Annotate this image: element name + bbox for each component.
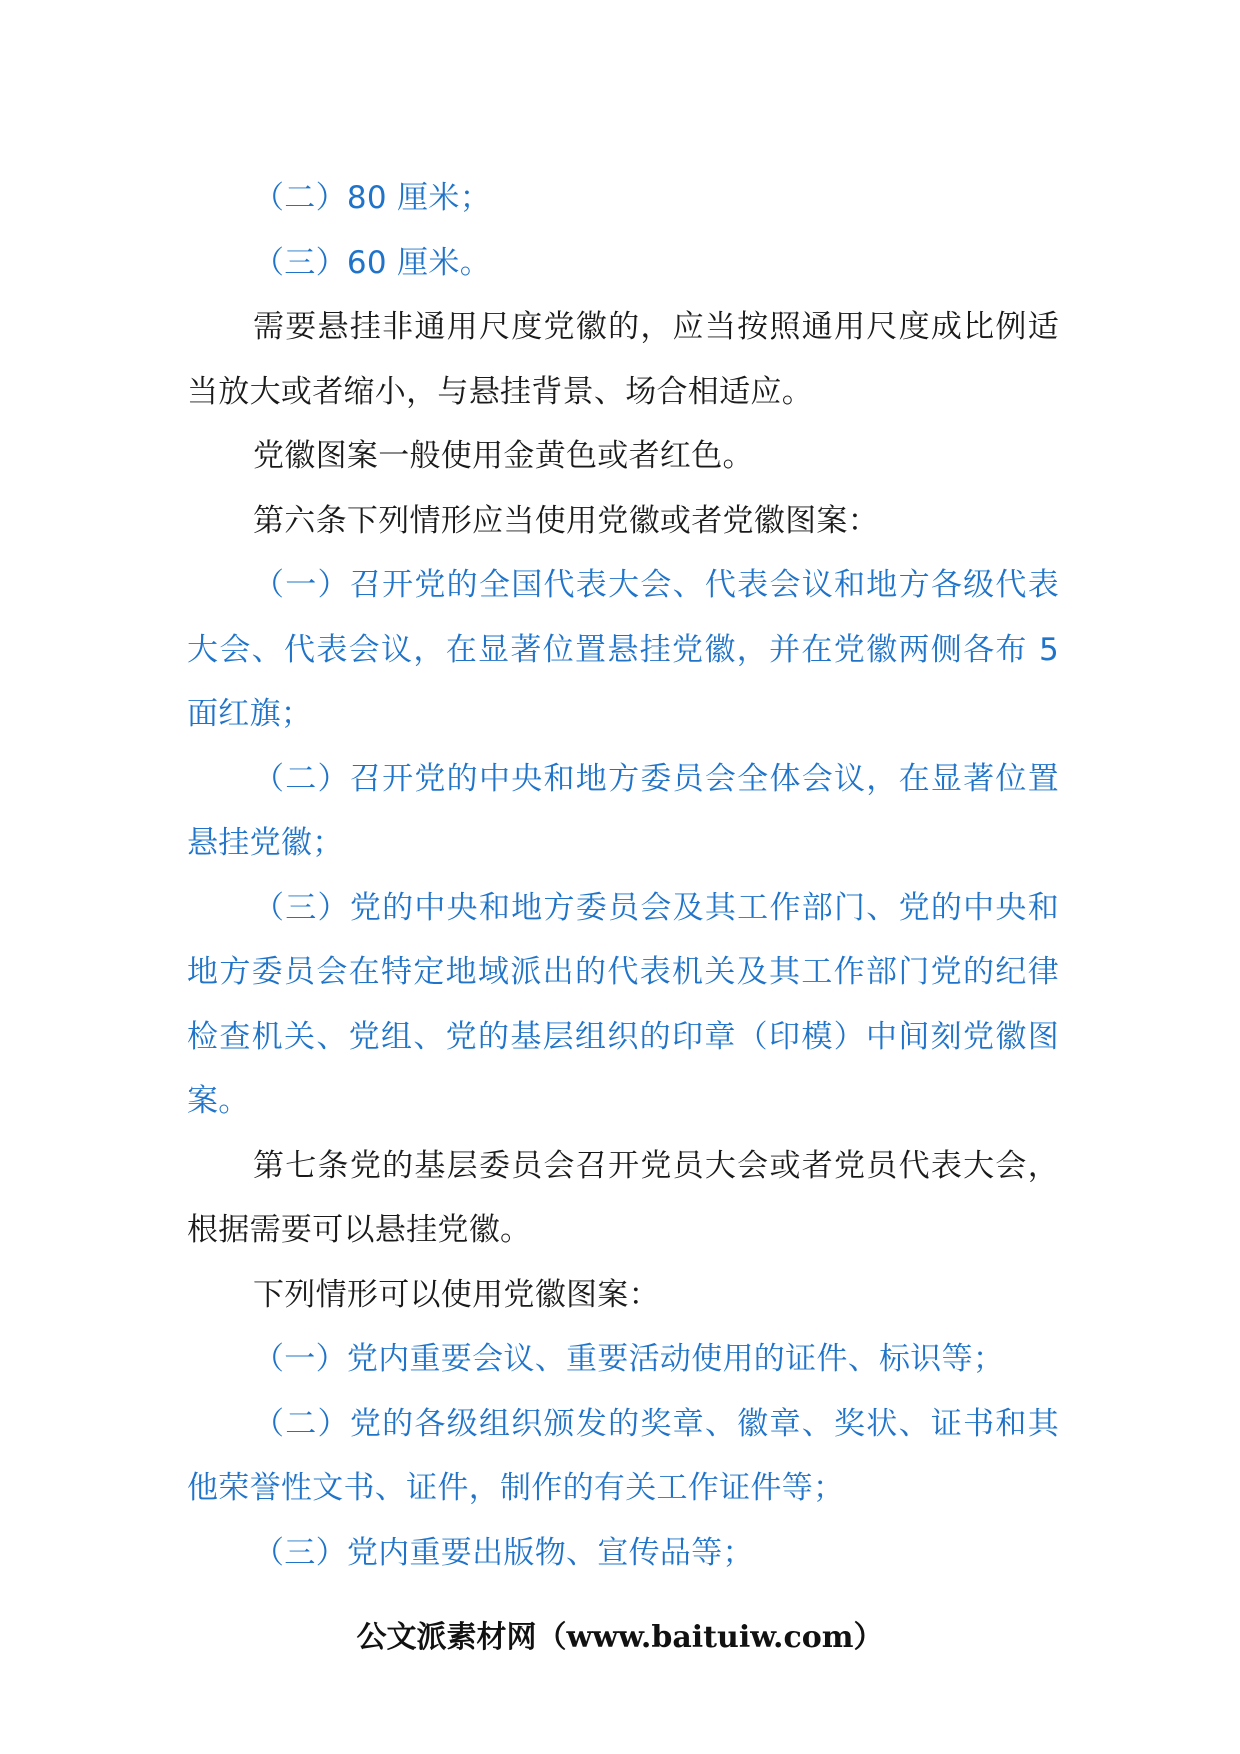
paragraph-emblem-color: 党徽图案一般使用金黄色或者红色。 <box>253 438 754 474</box>
paragraph-optional-item-1: （一）党内重要会议、重要活动使用的证件、标识等； <box>253 1341 1005 1377</box>
paragraph-nonstandard-size: 需要悬挂非通用尺度党徽的，应当按照通用尺度成比例适当放大或者缩小，与悬挂背景、场合相适应。 <box>187 309 1059 410</box>
paragraph-item-3-60cm: （三）60 厘米。 <box>253 244 491 281</box>
paragraph-item-2-80cm: （二）80 厘米； <box>253 180 491 216</box>
paragraph-article-6: 第六条下列情形应当使用党徽或者党徽图案： <box>253 502 879 539</box>
paragraph-optional-item-2: （二）党的各级组织颁发的奖章、徽章、奖状、证书和其他荣誉性文书、证件，制作的有关工作证件等； <box>187 1405 1059 1506</box>
paragraph-article-6-item-2: （二）召开党的中央和地方委员会全体会议，在显著位置悬挂党徽； <box>187 760 1059 861</box>
paragraph-article-6-item-1: （一）召开党的全国代表大会、代表会议和地方各级代表大会、代表会议，在显著位置悬挂党徽，并在党徽两侧各布 5 面红旗； <box>187 567 1059 732</box>
paragraph-article-7: 第七条党的基层委员会召开党员大会或者党员代表大会，根据需要可以悬挂党徽。 <box>187 1147 1059 1248</box>
document-body <box>187 166 1059 1585</box>
paragraph-optional-item-3: （三）党内重要出版物、宣传品等； <box>253 1534 754 1571</box>
footer-source-line: 公文派素材网（www.baituiw.com） <box>356 1620 884 1655</box>
paragraph-optional-usage: 下列情形可以使用党徽图案： <box>253 1276 660 1313</box>
paragraph-article-6-item-3: （三）党的中央和地方委员会及其工作部门、党的中央和地方委员会在特定地域派出的代表机关及其工作部门党的纪律检查机关、党组、党的基层组织的印章（印模）中间刻党徽图案。 <box>187 889 1059 1119</box>
